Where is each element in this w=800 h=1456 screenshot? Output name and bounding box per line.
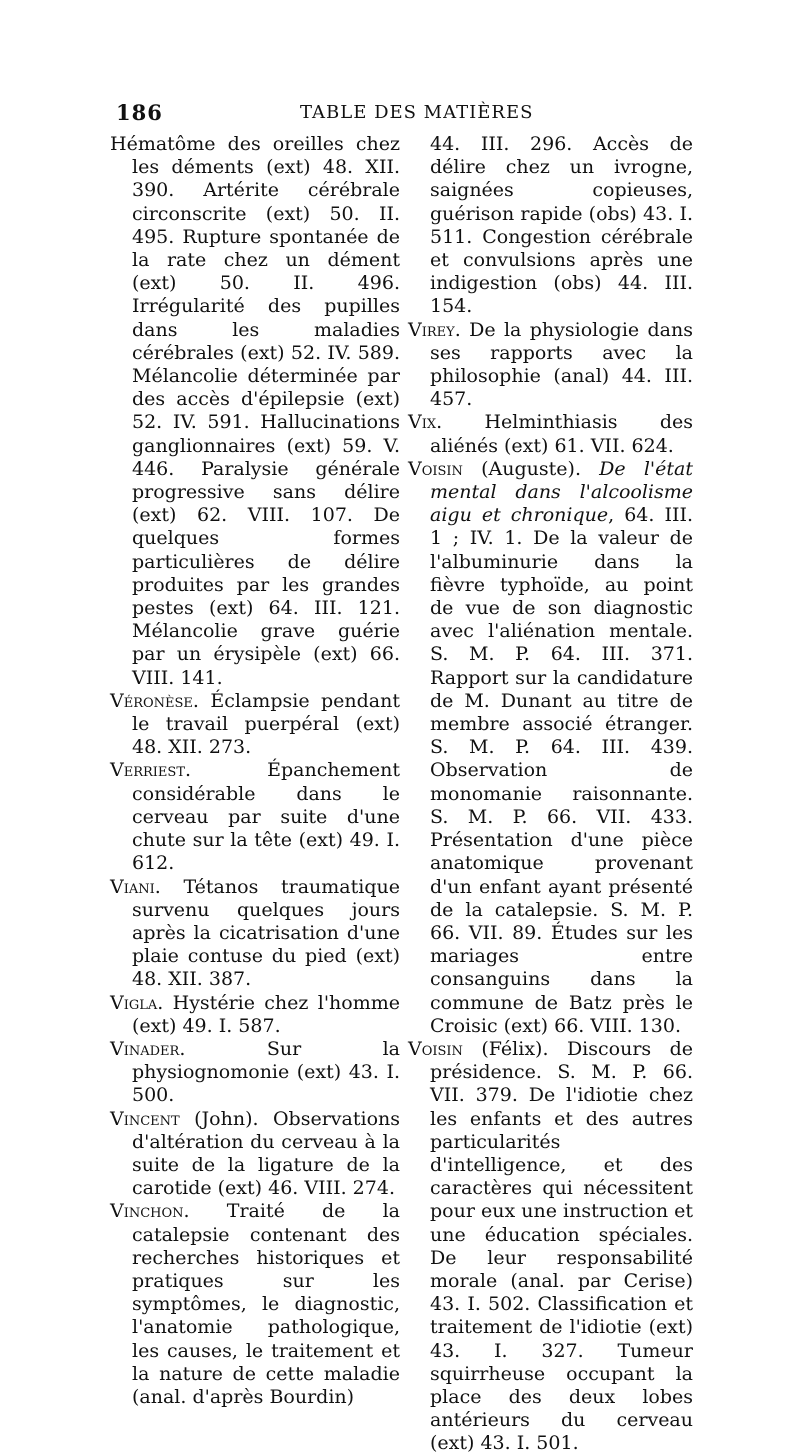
index-entry: Virey. De la physiologie dans ses rapports avec la philosophie (anal) 44. III. 457. <box>408 318 693 411</box>
page-number: 186 <box>116 100 163 125</box>
index-entry: Voisin (Félix). Discours de présidence. S. M. P. 66. VII. 379. De l'idiotie chez les enfants et des autres particularités d'intelligence, et des caractères qui nécessitent pour eux une instruction et une éducation spéciales. De leur responsabilité morale (anal. par Cerise) 43. I. 502. Classification et traitement de l'idiotie (ext) 43. I. 327. Tumeur squirrheuse occupant la place des deux lobes antérieurs du cerveau (ext) 43. I. 501. <box>408 1037 693 1455</box>
right-column <box>408 133 693 1456</box>
index-entry: Véronèse. Éclampsie pendant le travail puerpéral (ext) 48. XII. 273. <box>110 689 400 759</box>
entry-name: Vinchon. <box>110 1200 190 1223</box>
entry-name: Véronèse. <box>110 689 199 712</box>
index-entry: Hématôme des oreilles chez les déments (ext) 48. XII. 390. Artérite cérébrale circonscrite (ext) 50. II. 495. Rupture spontanée de la rate chez un dément (ext) 50. II. 496. Irrégularité des pupilles dans les maladies cérébrales (ext) 52. IV. 589. Mélancolie déterminée par des accès d'épilepsie (ext) 52. IV. 591. Hallucinations ganglionnaires (ext) 59. V. 446. Paralysie générale progressive sans délire (ext) 62. VIII. 107. De quelques formes particulières de délire produites par les grandes pestes (ext) 64. III. 121. Mélancolie grave guérie par un érysipèle (ext) 66. VIII. 141. <box>110 133 400 689</box>
entry-name: Vigla. <box>110 991 164 1014</box>
entry-name: Vix. <box>408 411 443 434</box>
index-entry: Voisin (Auguste). De l'état mental dans l'alcoolisme aigu et chronique, 64. III. 1 ; IV. 1. De la valeur de l'albuminurie dans la fièvre typhoïde, au point de vue de son diagnostic avec l'aliénation mentale. S. M. P. 64. III. 371. Rapport sur la candidature de M. Dunant au titre de membre associé étranger. S. M. P. 64. III. 439. Observation de monomanie raisonnante. S. M. P. 66. VII. 433. Présentation d'une pièce anatomique provenant d'un enfant ayant présenté de la catalepsie. S. M. P. 66. VII. 89. Études sur les mariages entre consanguins dans la commune de Batz près le Croisic (ext) 66. VIII. 130. <box>408 457 694 1037</box>
entry-name: Vincent <box>110 1107 180 1130</box>
index-entry: Vinader. Sur la physiognomonie (ext) 43. I. 500. <box>110 1037 400 1107</box>
index-entry: Vincent (John). Observations d'altération du cerveau à la suite de la ligature de la carotide (ext) 46. VIII. 274. <box>110 1107 400 1200</box>
work-title: De l'état mental dans l'alcoolisme aigu et chronique <box>430 457 693 527</box>
index-entry: Vigla. Hystérie chez l'homme (ext) 49. I. 587. <box>110 991 400 1037</box>
entry-name: Vinader. <box>110 1037 186 1060</box>
running-title: TABLE DES MATIÈRES <box>300 102 534 123</box>
index-entry: Vix. Helminthiasis des aliénés (ext) 61. VII. 624. <box>408 411 693 457</box>
index-entry-continuation: 44. III. 296. Accès de délire chez un ivrogne, saignées copieuses, guérison rapide (obs) 43. I. 511. Congestion cérébrale et convulsions après une indigestion (obs) 44. III. 154. <box>430 133 693 318</box>
entry-name: Verriest. <box>110 759 192 782</box>
index-entry: Viani. Tétanos traumatique survenu quelques jours après la cicatrisation d'une plaie contuse du pied (ext) 48. XII. 387. <box>110 875 400 991</box>
entry-name: Voisin <box>408 1037 463 1060</box>
index-entry: Verriest. Épanchement considérable dans le cerveau par suite d'une chute sur la tête (ext) 49. I. 612. <box>110 759 400 875</box>
left-column <box>110 133 400 1409</box>
index-entry: Vinchon. Traité de la catalepsie contenant des recherches historiques et pratiques sur les symptômes, le diagnostic, l'anatomie pathologique, les causes, le traitement et la nature de cette maladie (anal. d'après Bourdin) <box>110 1200 400 1408</box>
entry-name: Viani. <box>110 875 161 898</box>
entry-name: Voisin <box>408 457 463 480</box>
entry-name: Virey. <box>408 318 461 341</box>
